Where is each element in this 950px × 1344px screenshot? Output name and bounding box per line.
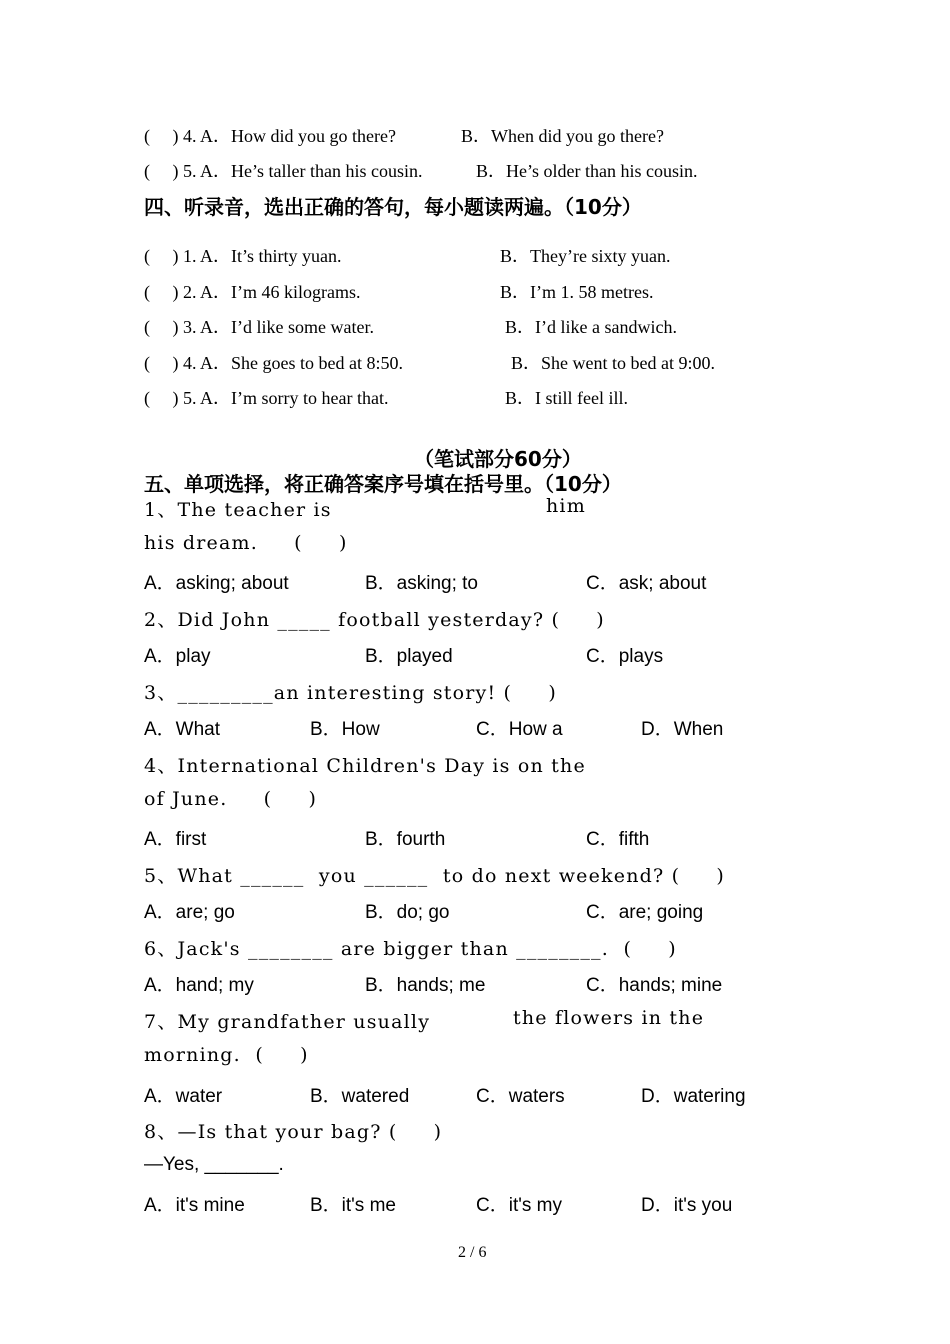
q7-option-d: D．watering xyxy=(641,1086,746,1107)
q6-option-a: A．hand; my xyxy=(144,975,254,996)
q1-text-line2: his dream. ( ) xyxy=(144,532,348,554)
q5-option-b: B．do; go xyxy=(365,902,450,923)
q4-text-line1: 4、International Children's Day is on the xyxy=(144,755,586,777)
q8-option-d: D．it's you xyxy=(641,1195,733,1216)
q7-text-end: the flowers in the xyxy=(513,1007,705,1029)
q8-option-a: A．it's mine xyxy=(144,1195,245,1216)
q8-text: 8、—Is that your bag? ( ) xyxy=(144,1121,443,1143)
section5-heading: 五、单项选择，将正确答案序号填在括号里。（10分） xyxy=(144,472,622,496)
s3-item-5-a: ( ) 5. A．He’s taller than his cousin. xyxy=(144,161,423,181)
q5-option-a: A．are; go xyxy=(144,902,235,923)
q2-option-a: A．play xyxy=(144,646,211,667)
q4-option-c: C．fifth xyxy=(586,829,650,850)
s3-item-5-b: B．He’s older than his cousin. xyxy=(476,161,698,181)
q1-option-b: B．asking; to xyxy=(365,573,478,594)
q1-text-end: him xyxy=(546,495,586,517)
q1-text-start: 1、The teacher is xyxy=(144,499,332,521)
q3-option-b: B．How xyxy=(310,719,380,740)
s4-item-4-a: ( ) 4. A．She goes to bed at 8:50. xyxy=(144,353,403,373)
q3-text: 3、_________an interesting story! ( ) xyxy=(144,682,557,704)
s3-item-4-b: B．When did you go there? xyxy=(461,126,664,146)
q1-option-a: A．asking; about xyxy=(144,573,289,594)
s4-item-2-a: ( ) 2. A．I’m 46 kilograms. xyxy=(144,282,361,302)
q3-option-c: C．How a xyxy=(476,719,563,740)
q6-option-c: C．hands; mine xyxy=(586,975,723,996)
q3-option-d: D．When xyxy=(641,719,724,740)
q8-option-c: C．it's my xyxy=(476,1195,562,1216)
q5-option-c: C．are; going xyxy=(586,902,704,923)
q2-option-c: C．plays xyxy=(586,646,664,667)
s4-item-1-b: B．They’re sixty yuan. xyxy=(500,246,671,266)
s4-item-3-a: ( ) 3. A．I’d like some water. xyxy=(144,317,374,337)
s4-item-1-a: ( ) 1. A．It’s thirty yuan. xyxy=(144,246,342,266)
written-part-title: （笔试部分60分） xyxy=(414,447,582,471)
section4-heading: 四、听录音，选出正确的答句，每小题读两遍。（10分） xyxy=(144,195,642,219)
q6-text: 6、Jack's ________ are bigger than ________. ( ) xyxy=(144,938,677,960)
q4-text-line2: of June. ( ) xyxy=(144,788,318,810)
q6-option-b: B．hands; me xyxy=(365,975,486,996)
q1-option-c: C．ask; about xyxy=(586,573,707,594)
q7-text-start: 7、My grandfather usually xyxy=(144,1011,431,1033)
q7-option-b: B．watered xyxy=(310,1086,410,1107)
q4-option-a: A．first xyxy=(144,829,207,850)
q8-option-b: B．it's me xyxy=(310,1195,396,1216)
q4-option-b: B．fourth xyxy=(365,829,446,850)
s4-item-5-b: B．I still feel ill. xyxy=(505,388,628,408)
s4-item-2-b: B．I’m 1. 58 metres. xyxy=(500,282,654,302)
q7-option-c: C．waters xyxy=(476,1086,565,1107)
s4-item-3-b: B．I’d like a sandwich. xyxy=(505,317,677,337)
q7-text-line2: morning. ( ) xyxy=(144,1044,309,1066)
q2-option-b: B．played xyxy=(365,646,453,667)
q7-option-a: A．water xyxy=(144,1086,223,1107)
q2-text: 2、Did John _____ football yesterday? ( ) xyxy=(144,609,605,631)
q5-text: 5、What ______ you ______ to do next weekend? ( ) xyxy=(144,865,726,887)
s3-item-4-a: ( ) 4. A．How did you go there? xyxy=(144,126,396,146)
q8-answer-line: —Yes, _______. xyxy=(144,1154,284,1175)
s4-item-5-a: ( ) 5. A．I’m sorry to hear that. xyxy=(144,388,389,408)
s4-item-4-b: B．She went to bed at 9:00. xyxy=(511,353,715,373)
q3-option-a: A．What xyxy=(144,719,221,740)
page-number: 2 / 6 xyxy=(458,1244,487,1261)
